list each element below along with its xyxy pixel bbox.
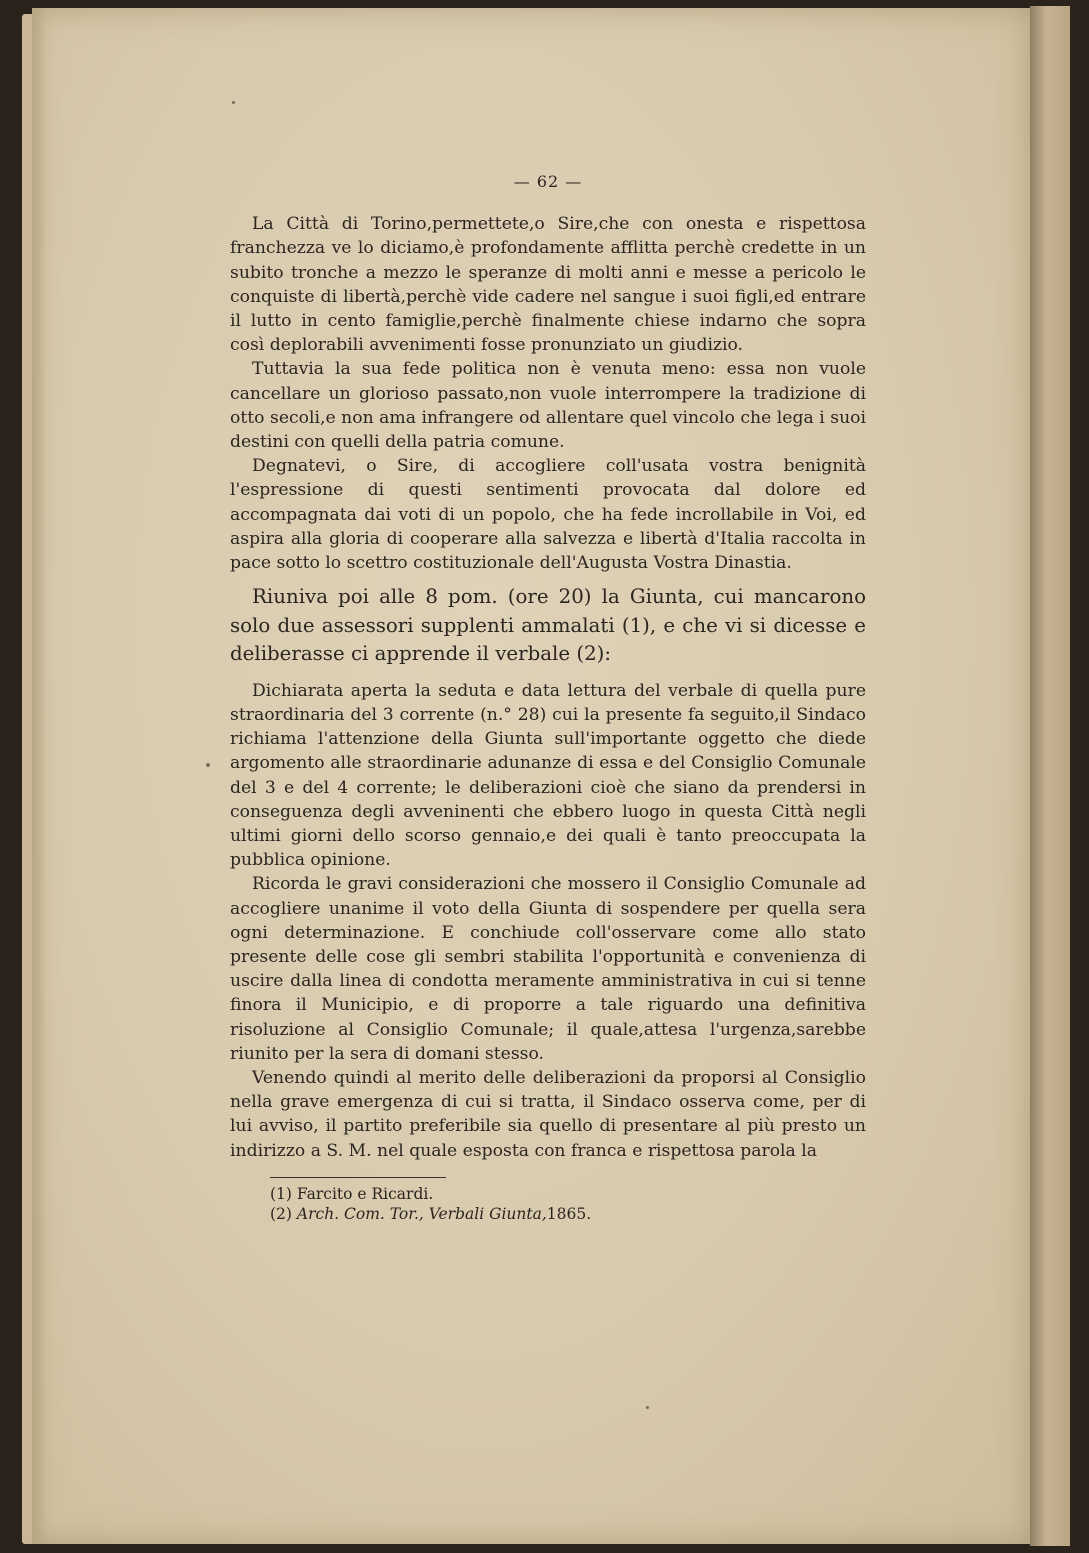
speck <box>206 763 210 767</box>
page-content <box>230 170 866 1225</box>
footnote-2-source: Arch. Com. Tor., Verbali Giunta, <box>296 1205 547 1224</box>
next-page-edge <box>1030 6 1070 1546</box>
footnote-1-marker: (1) <box>270 1184 292 1203</box>
footnote-divider <box>270 1177 446 1178</box>
footnote-2-year: 1865. <box>546 1205 592 1224</box>
paragraph-riuniva: Riuniva poi alle 8 pom. (ore 20) la Giunta, cui mancarono solo due assessori supplenti ammalati (1), e che vi si dicesse e deliberasse ci apprende il verbale (2): <box>230 585 866 666</box>
footnote-2 <box>270 1204 866 1225</box>
paragraph-tuttavia: Tuttavia la sua fede politica non è venuta meno: essa non vuole cancellare un glorioso passato,non vuole interrompere la tradizione di otto secoli,e non ama infrangere od allentare quel vincolo che lega i suoi destini con quelli della patria comune. <box>230 359 866 453</box>
paragraph-dichiarata: Dichiarata aperta la seduta e data lettura del verbale di quella pure straordinaria del 3 corrente (n.° 28) cui la presente fa seguito,il Sindaco richiama l'attenzione della Giunta sull'importante oggetto che diede argomento alle straordinarie adunanze di essa e del Consiglio Comunale del 3 e del 4 corrente; le deliberazioni cioè che siano da prendersi in conseguenza degli avveninenti che ebbero luogo in questa Città negli ultimi giorni dello scorso gennaio,e dei quali è tanto preoccupata la pubblica opinione. <box>230 680 866 871</box>
paragraph-degnatevi: Degnatevi, o Sire, di accogliere coll'usata vostra benignità l'espressione di questi sentimenti provocata dal dolore ed accompagnata dai voti di un popolo, che ha fede incrollabile in Voi, ed aspira alla gloria di cooperare alla salvezza e libertà d'Italia raccolta in pace sotto lo scettro costituzionale dell'Augusta Vostra Dinastia. <box>230 456 866 574</box>
footnote-2-marker: (2) <box>270 1205 292 1224</box>
footnote-1 <box>270 1184 866 1205</box>
paragraph-ricorda: Ricorda le gravi considerazioni che mossero il Consiglio Comunale ad accogliere unanime il voto della Giunta di sospendere per quella sera ogni determinazione. E conchiude coll'osservare come allo stato presente delle cose gli sembri stabilita l'opportunità e convenienza di uscire dalla linea di condotta meramente amministrativa in cui si tenne finora il Municipio, e di proporre a tale riguardo una definitiva risoluzione al Consiglio Comunale; il quale,attesa l'urgenza,sarebbe riunito per la sera di domani stesso. <box>230 874 866 1064</box>
paragraph-citta-torino: La Città di Torino,permettete,o Sire,che con onesta e rispettosa franchezza ve lo diciamo,è profondamente afflitta perchè credette in un subito tronche a mezzo le speranze di molti anni e messe a pericolo le conquiste di libertà,perchè vide cadere nel sangue i suoi figli,ed entrare il lutto in cento famiglie,perchè finalmente chiese indarno che sopra così deplorabili avvenimenti fosse pronunziato un giudizio. <box>230 214 866 356</box>
speck <box>232 101 235 104</box>
page-number: — 62 — <box>513 172 583 191</box>
paragraph-venendo: Venendo quindi al merito delle deliberazioni da proporsi al Consiglio nella grave emergenza di cui si tratta, il Sindaco osserva come, per di lui avviso, il partito preferibile sia quello di presentare al più presto un indirizzo a S. M. nel quale esposta con franca e rispettosa parola la <box>230 1068 866 1161</box>
page-shadow <box>32 8 46 1544</box>
speck <box>646 1406 649 1409</box>
footnote-1-text: Farcito e Ricardi. <box>296 1184 434 1203</box>
